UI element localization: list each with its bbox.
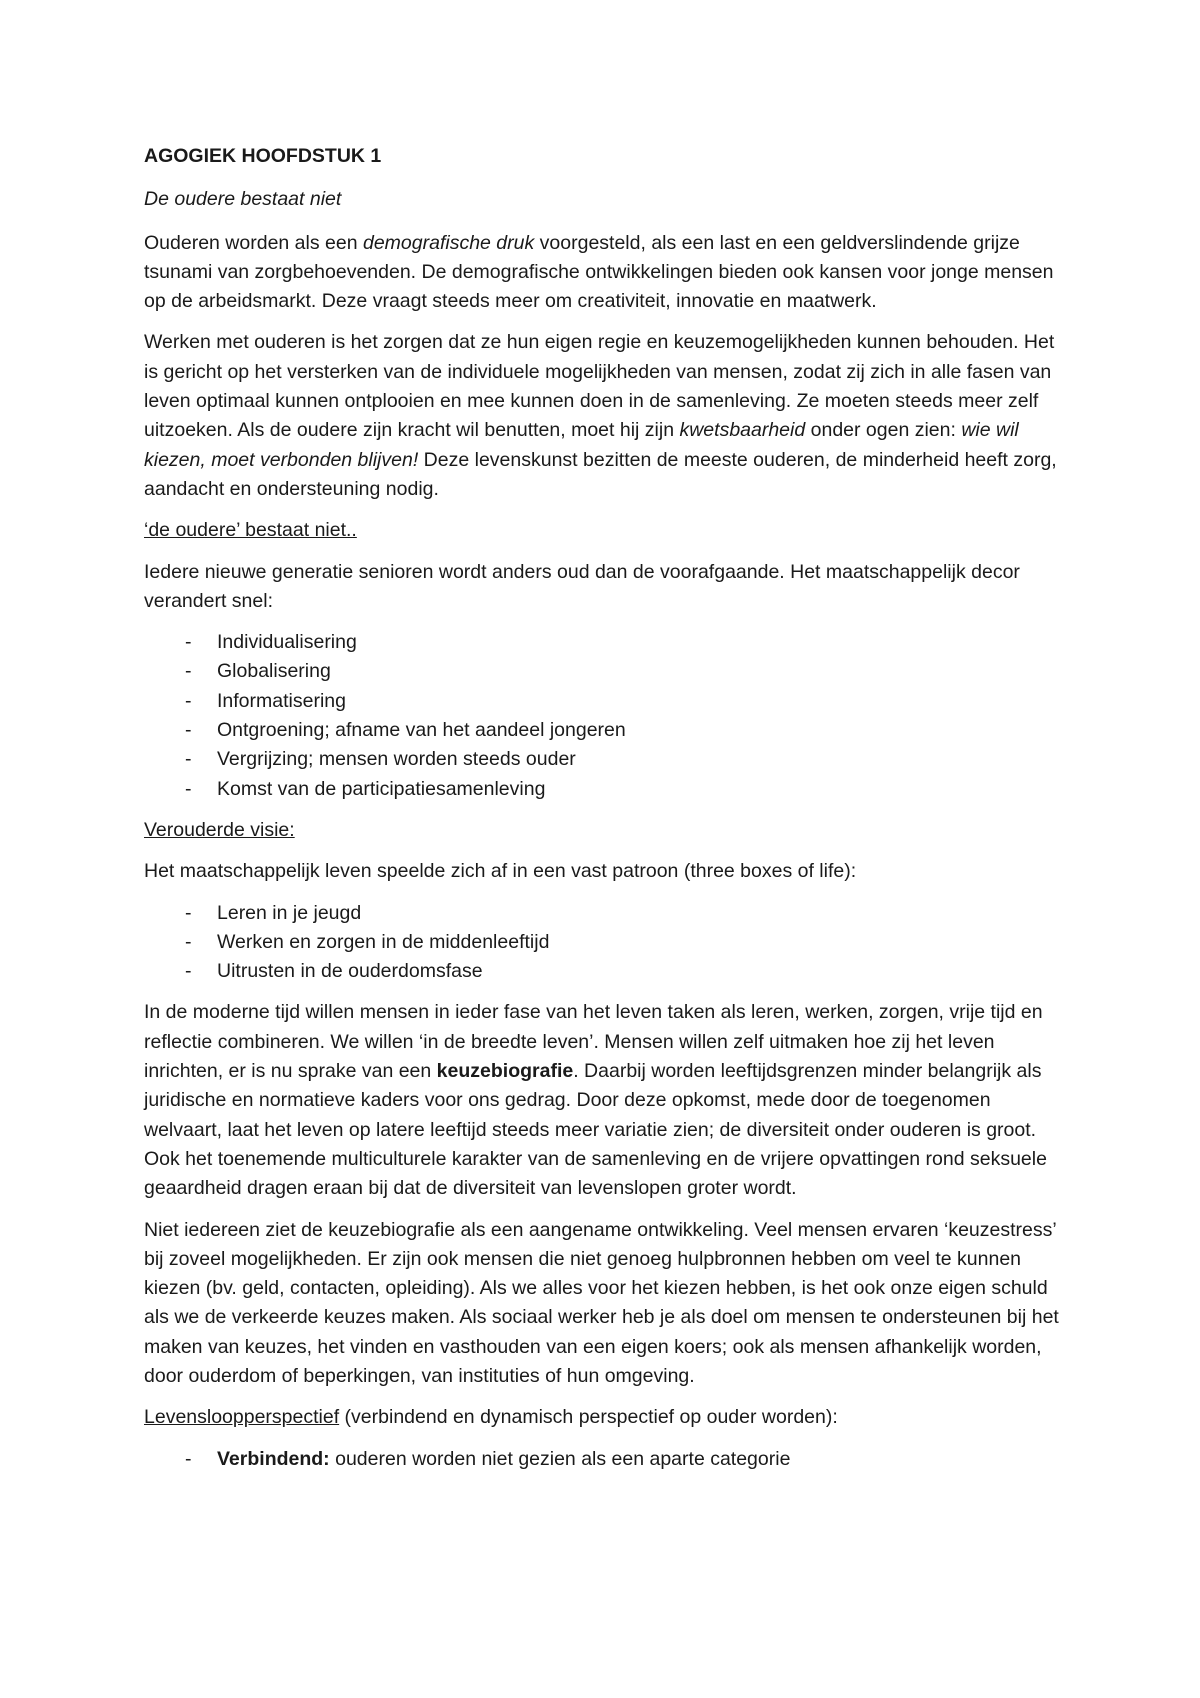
list-maatschappelijk-decor <box>144 628 1070 804</box>
list-item: - Globalisering <box>144 657 1070 686</box>
emphasis-demografische-druk: demografische druk <box>362 231 535 254</box>
list-item: - Leren in je jeugd <box>144 899 1070 928</box>
underlined-levensloopperspectief: Levensloopperspectief <box>144 1406 340 1429</box>
dash-bullet: - <box>185 1447 192 1470</box>
list-three-boxes <box>144 899 1070 987</box>
list-levensloopperspectief <box>144 1445 1070 1474</box>
list-item: - Individualisering <box>144 628 1070 657</box>
paragraph-three-boxes: Het maatschappelijk leven speelde zich af in een vast patroon (three boxes of life): <box>144 860 857 883</box>
dash-bullet: - <box>185 777 192 800</box>
list-item: - Vergrijzing; mensen worden steeds ouder <box>144 745 1070 774</box>
strong-keuzebiografie: keuzebiografie <box>436 1060 574 1083</box>
dash-bullet: - <box>185 660 192 683</box>
heading-verouderde-visie: Verouderde visie: <box>144 818 295 841</box>
list-item: - Verbindend: ouderen worden niet gezien als een aparte categorie <box>144 1445 1070 1474</box>
dash-bullet: - <box>185 901 192 924</box>
paragraph-generatie: Iedere nieuwe generatie senioren wordt anders oud dan de voorafgaande. Het maatschappelijk decor verandert snel: <box>144 560 1020 612</box>
emphasis-kwetsbaarheid: kwetsbaarheid <box>679 419 806 442</box>
paragraph-levensloopperspectief: Levensloopperspectief (verbindend en dynamisch perspectief op ouder worden): <box>144 1406 838 1429</box>
dash-bullet: - <box>185 719 192 742</box>
paragraph-keuzestress: Niet iedereen ziet de keuzebiografie als een aangename ontwikkeling. Veel mensen ervaren ‘keuzestress’ bij zoveel mogelijkheden. Er zijn ook mensen die niet genoeg hulpbronnen hebben om veel te kunnen kiezen (bv. geld, contacten, opleiding). Als we alles voor het kiezen hebben, is het ook onze eigen schuld als we de verkeerde keuzes maken. Als sociaal werker heb je als doel om mensen te ondersteunen bij het maken van keuzes, het vinden en vasthouden van een eigen koers; ook als mensen afhankelijk worden, door ouderdom of beperkingen, van instituties of hun omgeving. <box>144 1218 1059 1387</box>
list-item: - Werken en zorgen in de middenleeftijd <box>144 928 1070 957</box>
list-item: - Komst van de participatiesamenleving <box>144 775 1070 804</box>
strong-verbindend: Verbindend: <box>217 1447 330 1470</box>
paragraph-werken-met-ouderen: Werken met ouderen is het zorgen dat ze hun eigen regie en keuzemogelijkheden kunnen behouden. Het is gericht op het versterken van de individuele mogelijkheden van mensen, zodat zij zich in alle fasen van leven optimaal kunnen ontplooien en mee kunnen doen in de samenleving. Ze moeten steeds meer zelf uitzoeken. Als de oudere zijn kracht wil benutten, moet hij zijn kwetsbaarheid onder ogen zien: wie wil kiezen, moet verbonden blijven! Deze levenskunst bezitten de meeste ouderen, de minderheid heeft zorg, aandacht en ondersteuning nodig. <box>144 331 1057 500</box>
list-item: - Uitrusten in de ouderdomsfase <box>144 957 1070 986</box>
document-title: AGOGIEK HOOFDSTUK 1 <box>144 145 382 167</box>
paragraph-moderne-tijd: In de moderne tijd willen mensen in ieder fase van het leven taken als leren, werken, zorgen, vrije tijd en reflectie combineren. We willen ‘in de breedte leven’. Mensen willen zelf uitmaken hoe zij het leven inrichten, er is nu sprake van een keuzebiografie. Daarbij worden leeftijdsgrenzen minder belangrijk als juridische en normatieve kaders voor ons gedrag. Door deze opkomst, mede door de toegenomen welvaart, laat het leven op latere leeftijd steeds meer variatie zien; de diversiteit onder ouderen is groot. Ook het toenemende multiculturele karakter van de samenleving en de vrijere opvattingen rond seksuele geaardheid dragen eraan bij dat de diversiteit van levenslopen groter wordt. <box>144 1001 1047 1200</box>
dash-bullet: - <box>185 748 192 771</box>
dash-bullet: - <box>185 689 192 712</box>
paragraph-intro: Ouderen worden als een demografische druk voorgesteld, als een last en een geldverslindende grijze tsunami van zorgbehoevenden. De demografische ontwikkelingen bieden ook kansen voor jonge mensen op de arbeidsmarkt. Deze vraagt steeds meer om creativiteit, innovatie en maatwerk. <box>144 231 1054 313</box>
document-subtitle: De oudere bestaat niet <box>144 188 342 211</box>
dash-bullet: - <box>185 930 192 953</box>
dash-bullet: - <box>185 960 192 983</box>
dash-bullet: - <box>185 631 192 654</box>
list-item: - Ontgroening; afname van het aandeel jongeren <box>144 716 1070 745</box>
emphasis-quote: wie wil kiezen, moet verbonden blijven! <box>144 419 1019 471</box>
heading-de-oudere: ‘de oudere’ bestaat niet.. <box>144 519 357 542</box>
list-item: - Informatisering <box>144 687 1070 716</box>
